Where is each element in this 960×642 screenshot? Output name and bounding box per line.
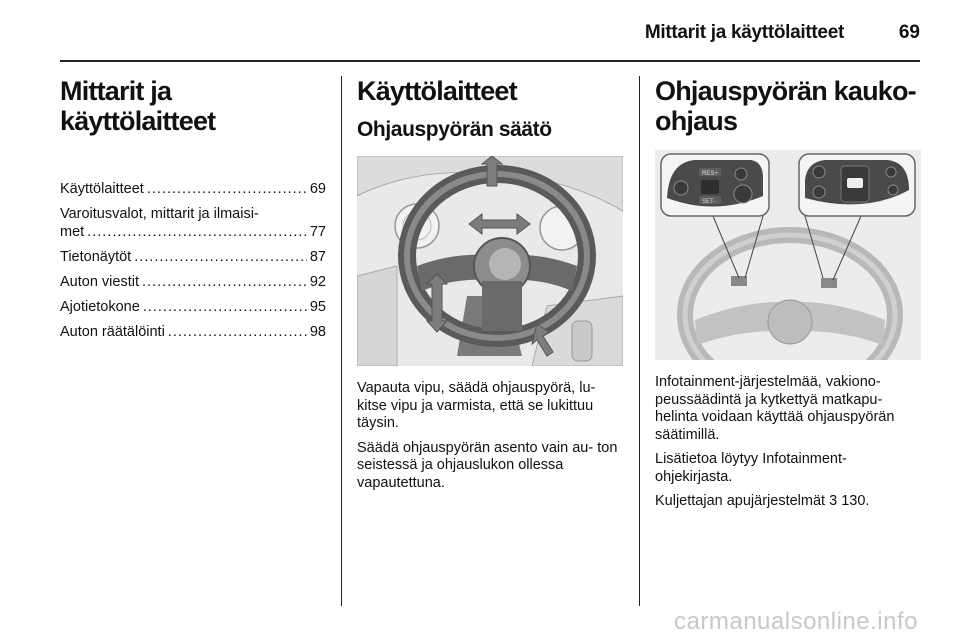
paragraph: Lisätietoa löytyy Infotainment- ohjekirjasta. bbox=[655, 451, 847, 485]
toc-label: Ajotietokone bbox=[60, 299, 140, 315]
section-title: Käyttölaitteet bbox=[357, 76, 517, 106]
page-header bbox=[60, 18, 920, 58]
toc-label: Tietonäytöt bbox=[60, 249, 132, 265]
header-title: Mittarit ja käyttölaitteet bbox=[644, 22, 844, 43]
page-number: 69 bbox=[898, 22, 920, 43]
toc-page: 98 bbox=[309, 324, 326, 340]
toc-page: 77 bbox=[309, 224, 326, 240]
table-of-contents bbox=[60, 180, 326, 341]
toc-item[interactable] bbox=[60, 273, 326, 291]
paragraph: Vapauta vipu, säädä ohjauspyörä, lu- kitse vipu ja varmista, että se lukittuu täysin. bbox=[357, 380, 596, 431]
toc-item[interactable] bbox=[60, 248, 326, 266]
res-button-label: RES+ bbox=[702, 171, 718, 177]
toc-page: 69 bbox=[309, 181, 326, 197]
column-steering-remote bbox=[655, 76, 920, 518]
section-title-line-1: Ohjauspyörän kauko- bbox=[655, 76, 916, 106]
column-divider-1 bbox=[341, 76, 342, 606]
watermark: carmanualsonline.info bbox=[674, 608, 918, 635]
toc-item[interactable] bbox=[60, 180, 326, 198]
paragraph: Säädä ohjauspyörän asento vain au- ton seistessä ja ohjauslukon ollessa vapautettuna. bbox=[357, 439, 618, 491]
toc-page: 87 bbox=[309, 249, 326, 265]
set-button-label: SET- bbox=[702, 199, 716, 205]
section-title-line-2: ohjaus bbox=[655, 106, 738, 136]
toc-label-continued: met bbox=[60, 224, 85, 240]
column-steering-adjustment bbox=[357, 76, 623, 499]
toc-item[interactable] bbox=[60, 298, 326, 316]
subsection-title: Ohjauspyörän säätö bbox=[357, 118, 552, 141]
reference-arrow-icon: 3 bbox=[829, 493, 838, 509]
toc-page: 95 bbox=[309, 299, 326, 315]
toc-label: Käyttölaitteet bbox=[60, 181, 144, 197]
toc-label: Auton viestit bbox=[60, 274, 139, 290]
toc-item[interactable] bbox=[60, 323, 326, 341]
chapter-title: Mittarit ja käyttölaitteet bbox=[60, 76, 216, 136]
header-rule bbox=[60, 60, 920, 62]
cross-reference[interactable] bbox=[655, 493, 920, 511]
toc-label: Varoitusvalot, mittarit ja ilmaisi- bbox=[60, 206, 259, 222]
toc-item[interactable] bbox=[60, 205, 326, 241]
toc-label: Auton räätälöinti bbox=[60, 324, 165, 340]
paragraph: Infotainment-järjestelmää, vakiono- peussäädintä ja kytkettyä matkapu- helinta voidaan käyttää ohjauspyörän säätimillä. bbox=[655, 374, 895, 443]
steering-remote-controls-illustration bbox=[655, 150, 921, 360]
reference-page: 130. bbox=[841, 493, 870, 509]
steering-adjustment-illustration bbox=[357, 156, 623, 366]
column-divider-2 bbox=[639, 76, 640, 606]
reference-text: Kuljettajan apujärjestelmät bbox=[655, 493, 826, 509]
toc-page: 92 bbox=[309, 274, 326, 290]
column-toc bbox=[60, 76, 326, 348]
